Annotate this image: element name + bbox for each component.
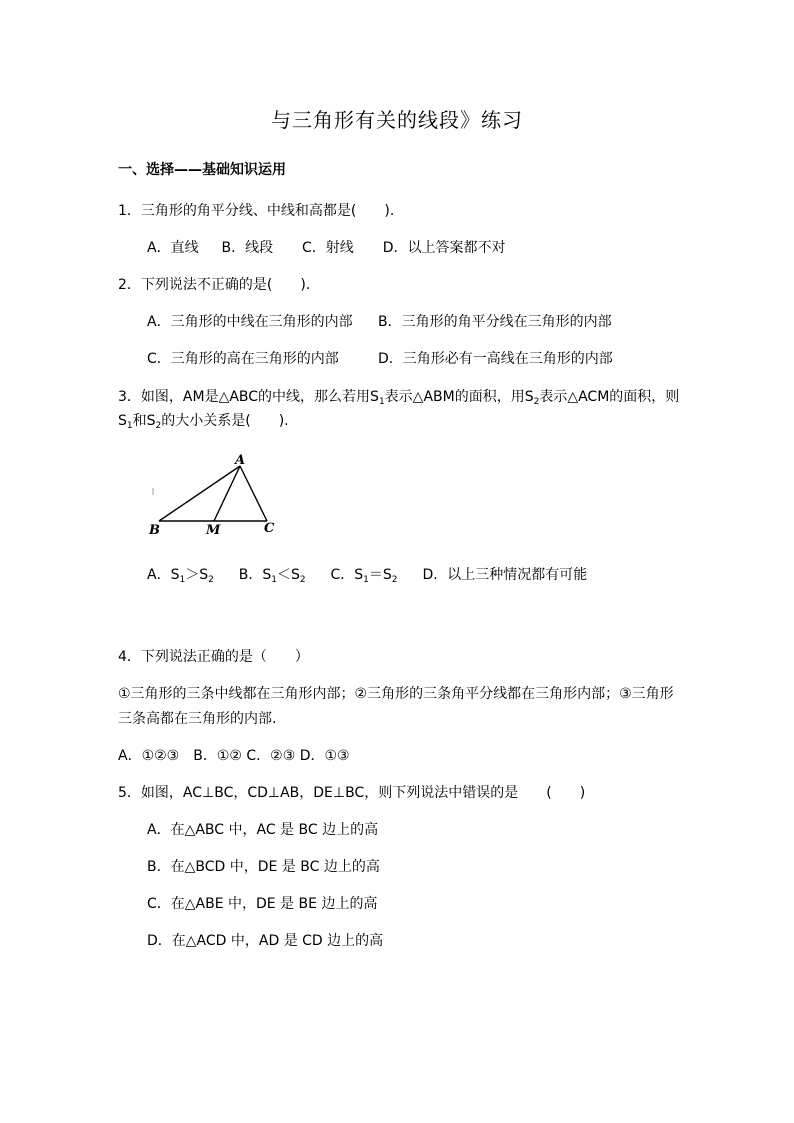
- question-4-body-line-2: 三条高都在三角形的内部.: [118, 711, 277, 727]
- label-c: C: [264, 521, 275, 536]
- question-3-options: [147, 564, 587, 585]
- question-5-option-c: C．在△ABE 中，DE 是 BE 边上的高: [147, 896, 378, 912]
- option-c: C．$S_1=S_2$: [330, 567, 398, 585]
- question-1-options: [147, 237, 505, 257]
- label-b: B: [149, 523, 160, 538]
- segment-ab: [159, 466, 240, 521]
- question-2-stem: 2．下列说法不正确的是( ).: [118, 277, 311, 293]
- option-a: A．直线: [147, 240, 199, 256]
- question-1-stem: 1．三角形的角平分线、中线和高都是( ).: [118, 203, 395, 219]
- question-2-option-b: B．三角形的角平分线在三角形的内部: [378, 314, 612, 330]
- label-a: A: [235, 453, 246, 468]
- option-d: D．以上三种情况都有可能: [422, 567, 588, 583]
- question-3-stem-line-1: 3．如图，AM是△ABC的中线，那么若用$S_1$表示△ABM的面积，用$S_2$表示△ACM的面积，则: [118, 389, 680, 407]
- page-title: 与三角形有关的线段》练习: [271, 108, 523, 132]
- option-a: A．$S_1>S_2$: [147, 567, 214, 585]
- label-m: M: [206, 523, 221, 538]
- question-4-body-line-1: ①三角形的三条中线都在三角形内部；②三角形的三条角平分线都在三角形内部；③三角形: [118, 686, 674, 702]
- section-heading: 一、选择——基础知识运用: [118, 162, 286, 178]
- option-b: B．$S_1<S_2$: [238, 567, 306, 585]
- question-2-option-a: A．三角形的中线在三角形的内部: [147, 314, 353, 330]
- option-d: D．以上答案都不对: [382, 240, 506, 256]
- option-b: B．线段: [221, 240, 274, 256]
- question-5-stem: 5．如图，AC⊥BC，CD⊥AB，DE⊥BC，则下列说法中错误的是 ( ): [118, 785, 586, 801]
- question-2-option-d: D．三角形必有一高线在三角形的内部: [378, 351, 613, 367]
- question-4-options: A．①②③ B．①② C．②③ D．①③: [118, 748, 350, 764]
- triangle-abc-figure: [140, 450, 290, 545]
- question-3-stem-line-2: $S_1$和$S_2$的大小关系是( ).: [118, 413, 289, 431]
- question-5-option-b: B．在△BCD 中，DE 是 BC 边上的高: [147, 859, 380, 875]
- question-4-stem: 4．下列说法正确的是（ ）: [118, 649, 309, 665]
- question-5-option-a: A．在△ABC 中，AC 是 BC 边上的高: [147, 822, 379, 838]
- question-5-option-d: D．在△ACD 中，AD 是 CD 边上的高: [147, 933, 384, 949]
- question-2-option-c: C．三角形的高在三角形的内部: [147, 351, 339, 367]
- segment-ac: [240, 466, 267, 521]
- option-c: C．射线: [302, 240, 354, 256]
